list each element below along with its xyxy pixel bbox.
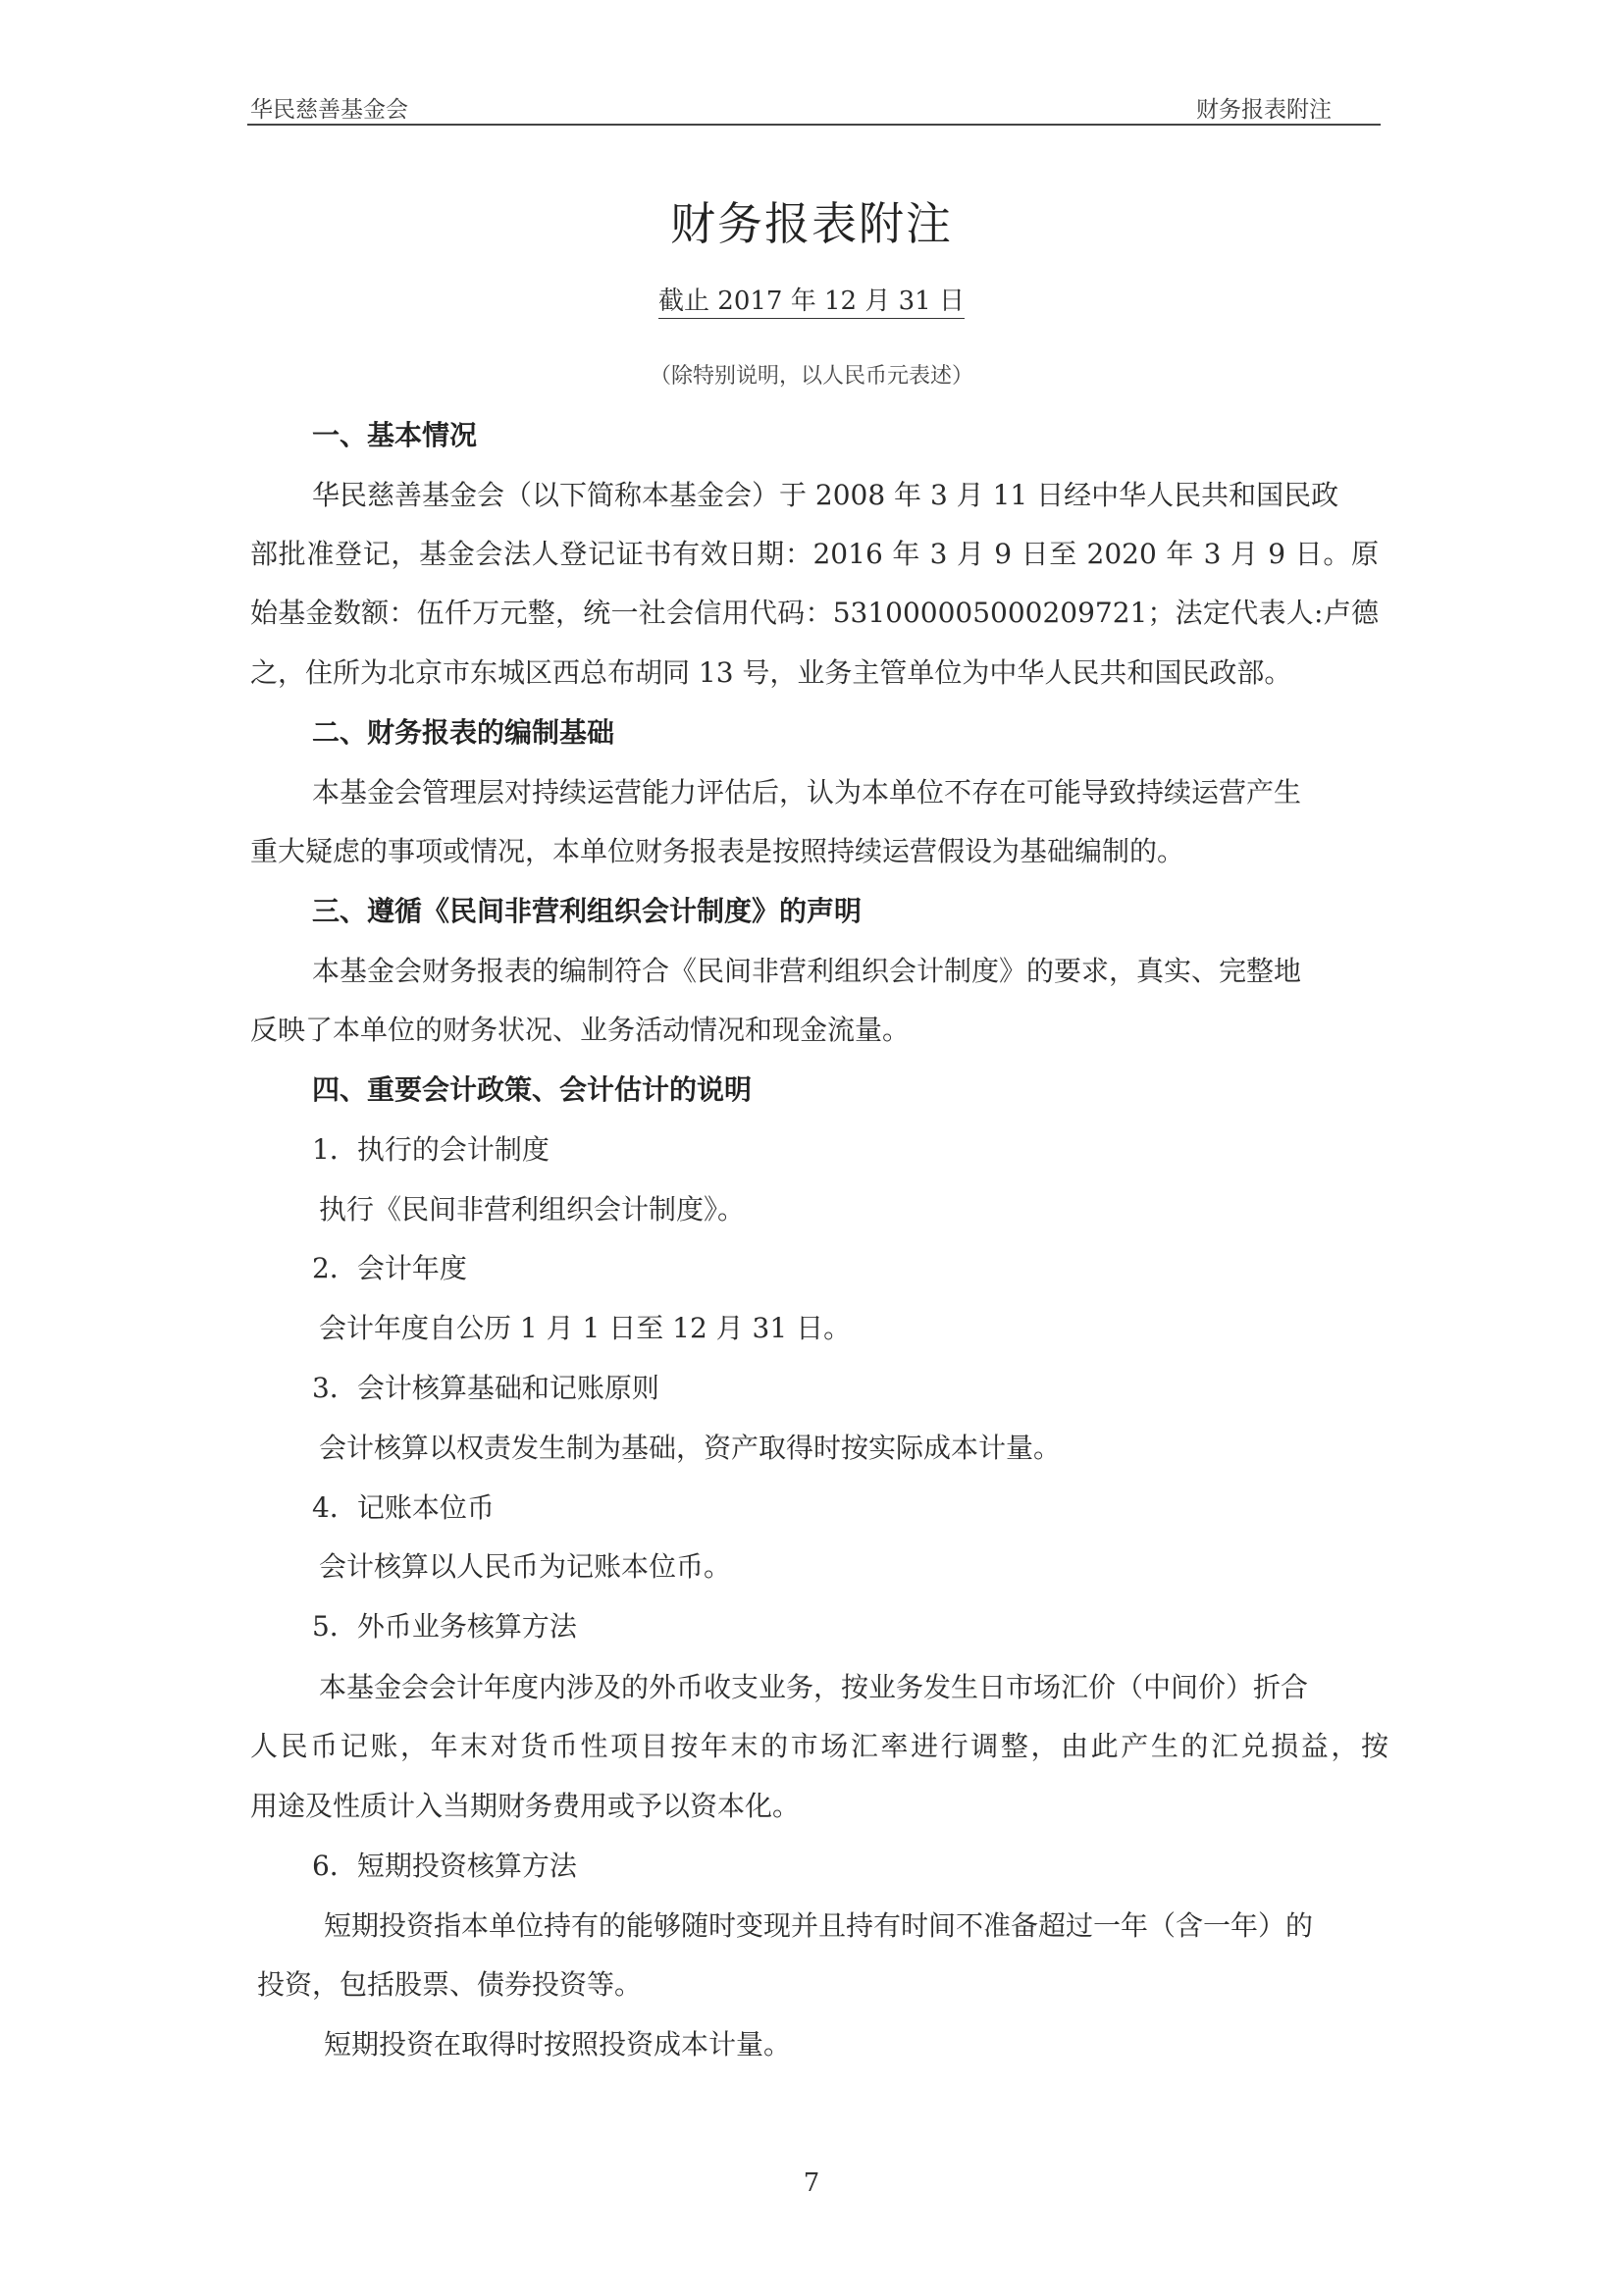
item-1-body: 执行《民间非营利组织会计制度》。 bbox=[319, 1193, 746, 1226]
item-5-title: 5．外币业务核算方法 bbox=[312, 1610, 577, 1643]
item-5-line-1: 本基金会会计年度内涉及的外币收支业务，按业务发生日市场汇价（中间价）折合 bbox=[319, 1671, 1309, 1703]
page-number: 7 bbox=[803, 2168, 820, 2198]
item-1-title: 1．执行的会计制度 bbox=[312, 1133, 550, 1166]
section-2-line-2: 重大疑虑的事项或情况，本单位财务报表是按照持续运营假设为基础编制的。 bbox=[250, 835, 1185, 867]
section-heading-3: 三、遵循《民间非营利组织会计制度》的声明 bbox=[312, 895, 863, 927]
item-5-line-2: 人民币记账，年末对货币性项目按年末的市场汇率进行调整，由此产生的汇兑损益，按 bbox=[250, 1730, 1388, 1762]
section-1-line-4: 之，住所为北京市东城区西总布胡同 13 号，业务主管单位为中华人民共和国民政部。 bbox=[250, 656, 1292, 689]
item-3-title: 3．会计核算基础和记账原则 bbox=[312, 1372, 659, 1404]
item-4-title: 4．记账本位币 bbox=[312, 1491, 495, 1524]
date-text: 截止 2017 年 12 月 31 日 bbox=[658, 287, 965, 319]
section-3-line-2: 反映了本单位的财务状况、业务活动情况和现金流量。 bbox=[250, 1014, 911, 1046]
item-6-line-1: 短期投资指本单位持有的能够随时变现并且持有时间不准备超过一年（含一年）的 bbox=[324, 1909, 1314, 1942]
currency-note: （除特别说明，以人民币元表述） bbox=[649, 364, 973, 389]
header-section-name: 财务报表附注 bbox=[1196, 97, 1332, 123]
section-1-line-2: 部批准登记，基金会法人登记证书有效日期：2016 年 3 月 9 日至 2020 年 3 月 9 日。原 bbox=[250, 538, 1379, 570]
item-4-body: 会计核算以人民币为记账本位币。 bbox=[319, 1550, 732, 1583]
section-2-line-1: 本基金会管理层对持续运营能力评估后，认为本单位不存在可能导致持续运营产生 bbox=[312, 776, 1302, 809]
item-5-line-3: 用途及性质计入当期财务费用或予以资本化。 bbox=[250, 1790, 801, 1822]
page-title: 财务报表附注 bbox=[670, 197, 953, 250]
header-org-name: 华民慈善基金会 bbox=[250, 97, 408, 123]
date-line bbox=[0, 281, 1623, 317]
section-1-line-1: 华民慈善基金会（以下简称本基金会）于 2008 年 3 月 11 日经中华人民共和国民政 bbox=[312, 479, 1339, 511]
section-1-line-3: 始基金数额：伍仟万元整，统一社会信用代码：531000005000209721；法定代表人:卢德 bbox=[250, 597, 1379, 629]
section-heading-2: 二、财务报表的编制基础 bbox=[312, 716, 615, 749]
item-6-line-2: 投资，包括股票、债券投资等。 bbox=[257, 1968, 643, 2001]
item-2-body: 会计年度自公历 1 月 1 日至 12 月 31 日。 bbox=[319, 1312, 852, 1344]
running-header bbox=[250, 91, 1379, 127]
section-heading-1: 一、基本情况 bbox=[312, 419, 478, 451]
item-6-title: 6．短期投资核算方法 bbox=[312, 1850, 577, 1882]
section-heading-4: 四、重要会计政策、会计估计的说明 bbox=[312, 1073, 753, 1106]
item-3-body: 会计核算以权责发生制为基础，资产取得时按实际成本计量。 bbox=[319, 1432, 1062, 1464]
item-2-title: 2．会计年度 bbox=[312, 1252, 467, 1284]
item-6-line-3: 短期投资在取得时按照投资成本计量。 bbox=[324, 2028, 792, 2061]
header-rule bbox=[247, 124, 1381, 126]
section-3-line-1: 本基金会财务报表的编制符合《民间非营利组织会计制度》的要求，真实、完整地 bbox=[312, 955, 1302, 987]
